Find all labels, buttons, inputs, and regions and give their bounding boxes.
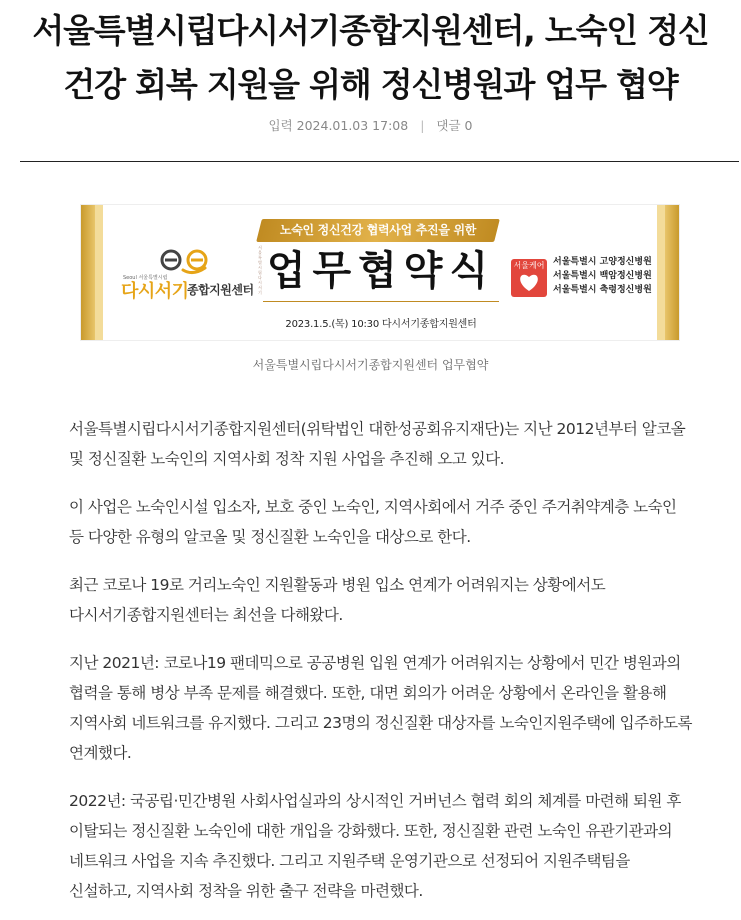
banner-title-underline xyxy=(263,301,499,302)
banner-title: 업무협약식 xyxy=(266,247,496,294)
hospital-item: 서울특별시 백암정신병원 xyxy=(553,271,652,281)
hospital-item: 서울특별시 고양정신병원 xyxy=(553,257,652,267)
body-paragraph: 최근 코로나 19로 거리노숙인 지원활동과 병원 입소 연계가 어려워지는 상황에서도 다시서기종합지원센터는 최선을 다해왔다. xyxy=(69,576,606,624)
heart-icon xyxy=(518,272,540,292)
comments-count: 0 xyxy=(464,118,473,133)
body-paragraph: 이 사업은 노숙인시설 입소자, 보호 중인 노숙인, 지역사회에서 거주 중인 주거취약계층 노숙인 등 다양한 유형의 알코올 및 정신질환 노숙인을 대상으로 한다. xyxy=(69,498,677,546)
logo-main-text: 다시서기 xyxy=(121,281,189,302)
comments-label: 댓글 xyxy=(436,118,461,133)
logo-sub-text: 종합지원센터 xyxy=(187,283,254,297)
logo-small-text: Seoul 서울특별시립 xyxy=(123,275,168,281)
banner-ribbon-text: 노숙인 정신건강 협력사업 추진을 위한 xyxy=(279,223,477,237)
body-paragraph: 서울특별시립다시서기종합지원센터(위탁법인 대한성공회유지재단)는 지난 2012년부터 알코올 및 정신질환 노숙인의 지역사회 정착 지원 사업을 추진해 오고 있다. xyxy=(69,420,686,468)
published-label: 입력 xyxy=(268,118,293,133)
hospital-list xyxy=(553,255,652,297)
article-body xyxy=(69,414,695,920)
seoul-care-label: 서울케어 xyxy=(513,261,545,270)
published-date: 2024.01.03 17:08 xyxy=(296,118,409,133)
smile-logo-icon xyxy=(159,248,217,276)
image-caption: 서울특별시립다시서기종합지원센터 업무협약 xyxy=(252,358,489,372)
logo-vertical-text: 서울특별시립다시서기 xyxy=(258,245,262,295)
article-meta xyxy=(0,116,741,134)
body-paragraph: 지난 2021년: 코로나19 팬데믹으로 공공병원 입원 연계가 어려워지는 상황에서 민간 병원과의 협력을 통해 병상 부족 문제를 해결했다. 또한, 대면 회의가 어려운 상황에서 온라인을 활용해 지역사회 네트워크를 유지했다. 그리고 23명의 정신질환 대상자를 노숙인지원주택에 입주하도록 연계했다. xyxy=(69,654,693,762)
article-headline: 서울특별시립다시서기종합지원센터, 노숙인 정신건강 회복 지원을 위해 정신병원과 업무 협약 xyxy=(32,11,709,104)
banner-date-place: 2023.1.5.(목) 10:30 다시서기종합지원센터 xyxy=(285,319,477,330)
gold-stripe-right-inner xyxy=(657,205,665,341)
gold-stripe-left-inner xyxy=(95,205,103,341)
gold-stripe-right xyxy=(665,205,679,341)
gold-stripe-left xyxy=(81,205,95,341)
hospital-item: 서울특별시 축령정신병원 xyxy=(553,285,652,295)
meta-separator: | xyxy=(420,118,425,133)
body-paragraph: 2022년: 국공립·민간병원 사회사업실과의 상시적인 거버넌스 협력 회의 체계를 마련해 퇴원 후 이탈되는 정신질환 노숙인에 대한 개입을 강화했다. 또한, 정신질환 관련 노숙인 유관기관과의 네트워크 사업을 지속 추진했다. 그리고 지원주택 운영기관으로 선정되어 지원주택팀을 신설하고, 지역사회 정착을 위한 출구 전략을 마련했다. xyxy=(69,792,681,900)
comments-link[interactable] xyxy=(436,118,472,133)
header-divider xyxy=(20,161,739,162)
article-image[interactable] xyxy=(80,204,680,341)
